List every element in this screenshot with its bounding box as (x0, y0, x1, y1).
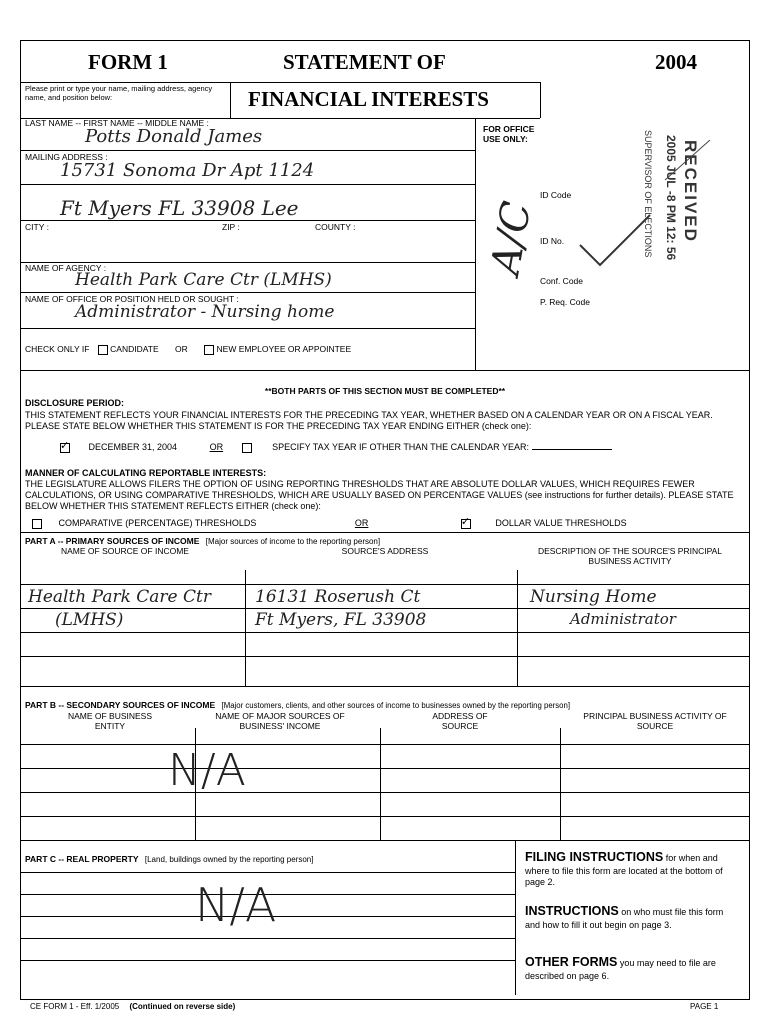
filing-text: for when and where to file this form are located at the bottom of page 2. (525, 853, 723, 887)
footer-continued: (Continued on reverse side) (129, 1002, 236, 1011)
id-no-label: ID No. (540, 236, 565, 246)
footer-left (30, 1002, 235, 1011)
form-year: 2004 (655, 50, 697, 74)
dec-label: DECEMBER 31, 2004 (88, 442, 178, 452)
part-a-col2: SOURCE'S ADDRESS (341, 546, 429, 556)
candidate-checkbox[interactable] (98, 345, 108, 355)
stamp-office: SUPERVISOR OF ELECTIONS (643, 130, 653, 258)
filing-title: FILING INSTRUCTIONS (525, 850, 664, 864)
part-a-title-row (25, 536, 380, 546)
filing-instructions (525, 850, 740, 888)
part-a-title: PART A -- PRIMARY SOURCES OF INCOME (25, 536, 200, 546)
part-b-col2: NAME OF MAJOR SOURCES OF BUSINESS' INCOME (215, 711, 345, 731)
mailing-label: MAILING ADDRESS : (25, 152, 108, 162)
part-a-r2-desc[interactable]: Administrator (570, 610, 676, 628)
mailing-value[interactable]: 15731 Sonoma Dr Apt 1124 (60, 160, 315, 181)
office-use-label: FOR OFFICE USE ONLY: (483, 124, 535, 144)
name-value[interactable]: Potts Donald James (85, 126, 263, 147)
dollar-label: DOLLAR VALUE THRESHOLDS (495, 518, 627, 528)
part-b-na-mark: N/A (168, 745, 246, 796)
part-b-title: PART B -- SECONDARY SOURCES OF INCOME (25, 700, 216, 710)
form-label: FORM 1 (88, 50, 168, 74)
zip-label: ZIP : (222, 222, 240, 232)
stamp-scribble-icon (540, 140, 720, 280)
received-stamp: RECEIVED (681, 140, 700, 243)
part-c-na-mark: N/A (195, 878, 277, 932)
part-b-title-row (25, 700, 570, 710)
part-a-r2-name[interactable]: (LMHS) (55, 610, 124, 630)
instr-title: INSTRUCTIONS (525, 904, 619, 918)
footer-form-id: CE FORM 1 - Eff. 1/2005 (30, 1002, 120, 1011)
specify-checkbox[interactable] (242, 443, 252, 453)
period-options (60, 439, 750, 453)
other-text: you may need to file are described on page 6. (525, 958, 716, 981)
part-c-title: PART C -- REAL PROPERTY (25, 854, 139, 864)
part-b-col4: PRINCIPAL BUSINESS ACTIVITY OF SOURCE (583, 711, 727, 731)
period-title: DISCLOSURE PERIOD: (25, 398, 125, 408)
instructions-block (525, 904, 740, 931)
p-req-code-label: P. Req. Code (540, 297, 590, 307)
disclosure-banner: **BOTH PARTS OF THIS SECTION MUST BE COMPLETED** (264, 386, 506, 396)
other-forms-block (525, 955, 740, 982)
dollar-checkbox[interactable]: ✓ (460, 515, 471, 528)
check-only-row (25, 344, 351, 355)
id-code-label: ID Code (540, 190, 572, 200)
city-label: CITY : (25, 222, 49, 232)
dec-checkbox[interactable]: ✓ (60, 439, 70, 452)
office-label: NAME OF OFFICE OR POSITION HELD OR SOUGHT : (25, 294, 239, 304)
print-note: Please print or type your name, mailing address, agency name, and position below: (25, 84, 213, 102)
county-label: COUNTY : (315, 222, 356, 232)
new-employee-label: NEW EMPLOYEE OR APPOINTEE (216, 344, 352, 354)
check-only-label: CHECK ONLY IF (25, 344, 90, 354)
part-a-r2-address[interactable]: Ft Myers, FL 33908 (255, 610, 427, 630)
part-b-col1: NAME OF BUSINESS ENTITY (67, 711, 153, 731)
part-a-r1-desc[interactable]: Nursing Home (530, 587, 657, 607)
part-a-col3: DESCRIPTION OF THE SOURCE'S PRINCIPAL BUSINESS ACTIVITY (537, 546, 723, 566)
part-a-subtitle: [Major sources of income to the reporting person] (205, 537, 381, 546)
stamp-date: 2005 JUL -8 PM 12: 56 (664, 135, 678, 261)
part-b-col3: ADDRESS OF SOURCE (432, 711, 488, 731)
conf-code-label: Conf. Code (540, 276, 583, 286)
title-line2: FINANCIAL INTERESTS (248, 87, 489, 111)
part-a-r1-address[interactable]: 16131 Roserush Ct (255, 587, 421, 607)
manner-text: THE LEGISLATURE ALLOWS FILERS THE OPTION OF USING REPORTING THRESHOLDS THAT ARE ABSOLUTE DOLLAR VALUES, WHICH REQUIRES FEWER CALCULATIONS, OR USING COMPARATIVE THRESHOLDS, WHICH ARE USUALLY BASED ON PERCENTAGE VALUES (see instructions for further details). PLEASE STATE BELOW WHETHER THIS STATEMENT REFLECTS EITHER (check one): (25, 479, 734, 511)
name-label: LAST NAME -- FIRST NAME -- MIDDLE NAME : (25, 118, 209, 128)
manner-options (32, 515, 742, 529)
period-text: THIS STATEMENT REFLECTS YOUR FINANCIAL INTERESTS FOR THE PRECEDING TAX YEAR, WHETHER BASED ON A CALENDAR YEAR OR ON A FISCAL YEAR. PLEASE STATE BELOW WHETHER THIS STATEMENT IS FOR THE PRECEDING TAX YEAR ENDING EITHER (check one): (25, 410, 713, 431)
agency-label: NAME OF AGENCY : (25, 263, 107, 273)
office-value[interactable]: Administrator - Nursing home (75, 302, 335, 322)
period-or: OR (209, 442, 224, 452)
new-employee-checkbox[interactable] (204, 345, 214, 355)
part-b-subtitle: [Major customers, clients, and other sources of income to businesses owned by the reporting person] (221, 701, 570, 710)
title-line1: STATEMENT OF (283, 50, 446, 74)
manner-title: MANNER OF CALCULATING REPORTABLE INTERESTS: (25, 468, 267, 478)
part-a-r1-name[interactable]: Health Park Care Ctr (28, 587, 211, 607)
agency-value[interactable]: Health Park Care Ctr (LMHS) (75, 270, 332, 290)
or-label: OR (175, 344, 188, 354)
instr-text: on who must file this form and how to fill it out begin on page 3. (525, 907, 724, 930)
part-a-col1: NAME OF SOURCE OF INCOME (61, 546, 189, 556)
manner-or: OR (354, 518, 369, 528)
comparative-checkbox[interactable] (32, 519, 42, 529)
specify-label: SPECIFY TAX YEAR IF OTHER THAN THE CALENDAR YEAR: (272, 442, 530, 452)
part-c-title-row (25, 854, 313, 864)
city-value[interactable]: Ft Myers FL 33908 Lee (60, 196, 299, 220)
other-title: OTHER FORMS (525, 955, 618, 969)
candidate-label: CANDIDATE (110, 344, 159, 354)
footer-page: PAGE 1 (690, 1002, 719, 1011)
office-initials: A/C (482, 198, 541, 278)
part-c-subtitle: [Land, buildings owned by the reporting person] (144, 855, 314, 864)
comparative-label: COMPARATIVE (PERCENTAGE) THRESHOLDS (58, 518, 257, 528)
